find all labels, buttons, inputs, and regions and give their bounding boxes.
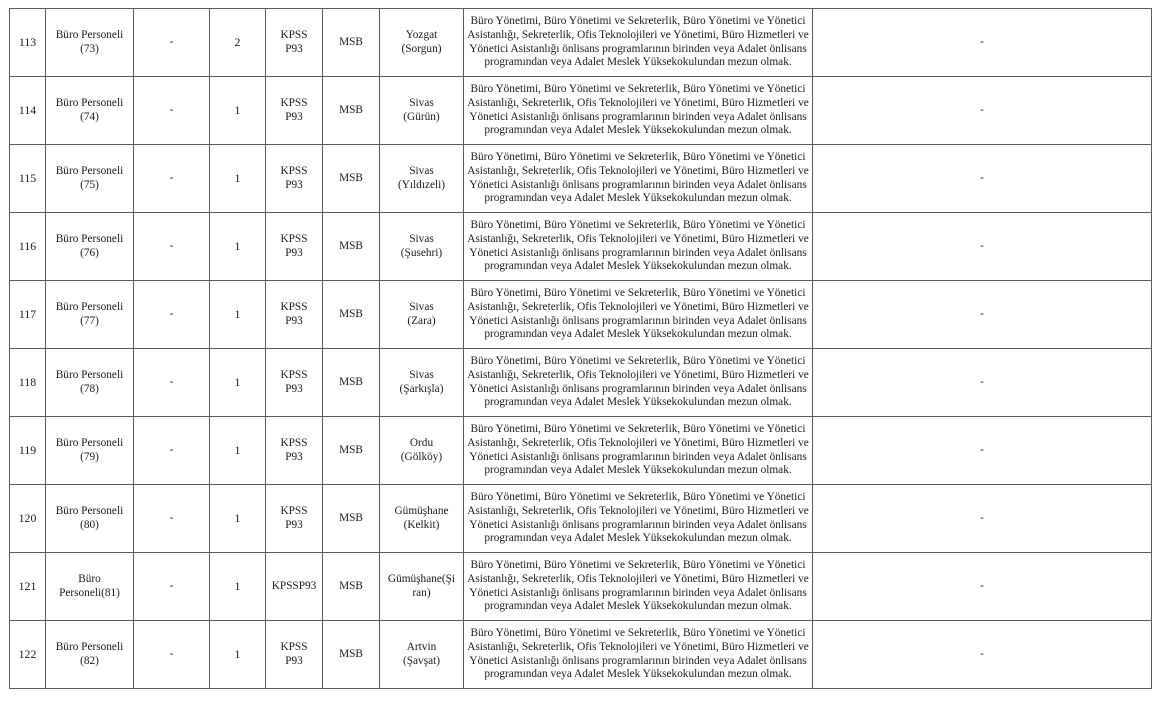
exam-line: KPSS bbox=[280, 504, 308, 517]
institution: MSB bbox=[323, 281, 380, 349]
institution: MSB bbox=[323, 417, 380, 485]
location-city: Ordu bbox=[409, 436, 434, 449]
position-count: 1 bbox=[210, 485, 266, 553]
location-city: Sivas bbox=[409, 96, 434, 109]
location-district: ran) bbox=[412, 586, 431, 599]
location bbox=[380, 9, 464, 77]
empty-cell: - bbox=[134, 77, 210, 145]
location bbox=[380, 77, 464, 145]
position-title bbox=[46, 485, 134, 553]
position-code: (82) bbox=[80, 654, 99, 667]
exam-type bbox=[266, 9, 323, 77]
empty-cell: - bbox=[134, 553, 210, 621]
row-number: 113 bbox=[10, 9, 46, 77]
exam-line: P93 bbox=[285, 178, 303, 191]
position-code: (73) bbox=[80, 42, 99, 55]
position-code: (80) bbox=[80, 518, 99, 531]
empty-cell: - bbox=[134, 417, 210, 485]
table-row bbox=[10, 621, 1152, 689]
location-district: (Sorgun) bbox=[401, 42, 442, 55]
exam-line: KPSS bbox=[280, 28, 308, 41]
position-title bbox=[46, 553, 134, 621]
notes-cell: - bbox=[813, 349, 1152, 417]
notes-cell: - bbox=[813, 485, 1152, 553]
location bbox=[380, 349, 464, 417]
exam-type bbox=[266, 621, 323, 689]
position-title bbox=[46, 213, 134, 281]
exam-type bbox=[266, 485, 323, 553]
institution: MSB bbox=[323, 77, 380, 145]
table-row bbox=[10, 281, 1152, 349]
qualification-text: Büro Yönetimi, Büro Yönetimi ve Sekreterlik, Büro Yönetimi ve Yönetici Asistanlığı, Sekreterlik, Ofis Teknolojileri ve Yönetimi, Büro Hizmetleri ve Yönetici Asistanlığı önlisans programlarının birinden veya Adalet önlisans programından veya Adalet Meslek Yüksekokulundan mezun olmak. bbox=[464, 553, 813, 621]
position-code: (75) bbox=[80, 178, 99, 191]
position-name: Büro Personeli bbox=[55, 504, 124, 517]
location-city: Yozgat bbox=[405, 28, 438, 41]
position-title bbox=[46, 145, 134, 213]
position-count: 1 bbox=[210, 213, 266, 281]
notes-cell: - bbox=[813, 553, 1152, 621]
exam-line: P93 bbox=[285, 314, 303, 327]
qualification-text: Büro Yönetimi, Büro Yönetimi ve Sekreterlik, Büro Yönetimi ve Yönetici Asistanlığı, Sekreterlik, Ofis Teknolojileri ve Yönetimi, Büro Hizmetleri ve Yönetici Asistanlığı önlisans programlarının birinden veya Adalet önlisans programından veya Adalet Meslek Yüksekokulundan mezun olmak. bbox=[464, 621, 813, 689]
institution: MSB bbox=[323, 349, 380, 417]
table-row bbox=[10, 145, 1152, 213]
location bbox=[380, 417, 464, 485]
exam-line: P93 bbox=[285, 654, 303, 667]
position-title bbox=[46, 281, 134, 349]
positions-table bbox=[9, 8, 1152, 689]
location bbox=[380, 213, 464, 281]
exam-line: KPSS bbox=[280, 300, 308, 313]
location-district: (Gürün) bbox=[403, 110, 440, 123]
exam-line: KPSS bbox=[280, 368, 308, 381]
notes-cell: - bbox=[813, 213, 1152, 281]
exam-type bbox=[266, 349, 323, 417]
table-row bbox=[10, 417, 1152, 485]
qualification-text: Büro Yönetimi, Büro Yönetimi ve Sekreterlik, Büro Yönetimi ve Yönetici Asistanlığı, Sekreterlik, Ofis Teknolojileri ve Yönetimi, Büro Hizmetleri ve Yönetici Asistanlığı önlisans programlarının birinden veya Adalet önlisans programından veya Adalet Meslek Yüksekokulundan mezun olmak. bbox=[464, 281, 813, 349]
empty-cell: - bbox=[134, 485, 210, 553]
row-number: 122 bbox=[10, 621, 46, 689]
notes-cell: - bbox=[813, 145, 1152, 213]
location-district: (Şavşat) bbox=[402, 654, 441, 667]
location-city: Sivas bbox=[409, 232, 434, 245]
position-title bbox=[46, 77, 134, 145]
exam-line: KPSS bbox=[280, 640, 308, 653]
exam-type bbox=[266, 77, 323, 145]
notes-cell: - bbox=[813, 281, 1152, 349]
qualification-text: Büro Yönetimi, Büro Yönetimi ve Sekreterlik, Büro Yönetimi ve Yönetici Asistanlığı, Sekreterlik, Ofis Teknolojileri ve Yönetimi, Büro Hizmetleri ve Yönetici Asistanlığı önlisans programlarının birinden veya Adalet önlisans programından veya Adalet Meslek Yüksekokulundan mezun olmak. bbox=[464, 349, 813, 417]
position-title bbox=[46, 349, 134, 417]
position-name: Büro Personeli bbox=[55, 640, 124, 653]
notes-cell: - bbox=[813, 417, 1152, 485]
empty-cell: - bbox=[134, 349, 210, 417]
location-city: Sivas bbox=[409, 368, 434, 381]
notes-cell: - bbox=[813, 621, 1152, 689]
row-number: 117 bbox=[10, 281, 46, 349]
exam-line: KPSS bbox=[280, 164, 308, 177]
position-name: Büro bbox=[78, 572, 101, 585]
empty-cell: - bbox=[134, 145, 210, 213]
position-code: (78) bbox=[80, 382, 99, 395]
position-title bbox=[46, 9, 134, 77]
position-count: 1 bbox=[210, 77, 266, 145]
exam-type bbox=[266, 553, 323, 621]
position-name: Büro Personeli bbox=[55, 368, 124, 381]
institution: MSB bbox=[323, 213, 380, 281]
location bbox=[380, 145, 464, 213]
exam-line: KPSS bbox=[280, 96, 308, 109]
location-city: Sivas bbox=[409, 164, 434, 177]
table-body bbox=[10, 9, 1152, 689]
position-title bbox=[46, 417, 134, 485]
exam-line: P93 bbox=[285, 42, 303, 55]
position-name: Büro Personeli bbox=[55, 436, 124, 449]
row-number: 121 bbox=[10, 553, 46, 621]
exam-line: P93 bbox=[285, 110, 303, 123]
location-city: Gümüşhane bbox=[394, 504, 449, 517]
position-count: 1 bbox=[210, 621, 266, 689]
location-district: (Şarkışla) bbox=[399, 382, 444, 395]
row-number: 120 bbox=[10, 485, 46, 553]
location-city: Gümüşhane(Şi bbox=[387, 572, 456, 585]
exam-line: P93 bbox=[285, 246, 303, 259]
institution: MSB bbox=[323, 553, 380, 621]
qualification-text: Büro Yönetimi, Büro Yönetimi ve Sekreterlik, Büro Yönetimi ve Yönetici Asistanlığı, Sekreterlik, Ofis Teknolojileri ve Yönetimi, Büro Hizmetleri ve Yönetici Asistanlığı önlisans programlarının birinden veya Adalet önlisans programından veya Adalet Meslek Yüksekokulundan mezun olmak. bbox=[464, 417, 813, 485]
empty-cell: - bbox=[134, 213, 210, 281]
position-title bbox=[46, 621, 134, 689]
qualification-text: Büro Yönetimi, Büro Yönetimi ve Sekreterlik, Büro Yönetimi ve Yönetici Asistanlığı, Sekreterlik, Ofis Teknolojileri ve Yönetimi, Büro Hizmetleri ve Yönetici Asistanlığı önlisans programlarının birinden veya Adalet önlisans programından veya Adalet Meslek Yüksekokulundan mezun olmak. bbox=[464, 145, 813, 213]
location bbox=[380, 621, 464, 689]
table-row bbox=[10, 213, 1152, 281]
table-row bbox=[10, 485, 1152, 553]
row-number: 119 bbox=[10, 417, 46, 485]
location-district: (Gölköy) bbox=[400, 450, 443, 463]
position-count: 2 bbox=[210, 9, 266, 77]
position-code: Personeli(81) bbox=[59, 586, 120, 599]
location-district: (Zara) bbox=[407, 314, 436, 327]
notes-cell: - bbox=[813, 77, 1152, 145]
institution: MSB bbox=[323, 145, 380, 213]
position-count: 1 bbox=[210, 417, 266, 485]
location bbox=[380, 281, 464, 349]
row-number: 115 bbox=[10, 145, 46, 213]
position-count: 1 bbox=[210, 145, 266, 213]
location-district: (Şusehri) bbox=[400, 246, 443, 259]
row-number: 114 bbox=[10, 77, 46, 145]
exam-line: KPSS bbox=[280, 232, 308, 245]
position-code: (79) bbox=[80, 450, 99, 463]
location bbox=[380, 553, 464, 621]
institution: MSB bbox=[323, 621, 380, 689]
qualification-text: Büro Yönetimi, Büro Yönetimi ve Sekreterlik, Büro Yönetimi ve Yönetici Asistanlığı, Sekreterlik, Ofis Teknolojileri ve Yönetimi, Büro Hizmetleri ve Yönetici Asistanlığı önlisans programlarının birinden veya Adalet önlisans programından veya Adalet Meslek Yüksekokulundan mezun olmak. bbox=[464, 9, 813, 77]
table-row bbox=[10, 553, 1152, 621]
position-code: (77) bbox=[80, 314, 99, 327]
empty-cell: - bbox=[134, 621, 210, 689]
position-name: Büro Personeli bbox=[55, 232, 124, 245]
qualification-text: Büro Yönetimi, Büro Yönetimi ve Sekreterlik, Büro Yönetimi ve Yönetici Asistanlığı, Sekreterlik, Ofis Teknolojileri ve Yönetimi, Büro Hizmetleri ve Yönetici Asistanlığı önlisans programlarının birinden veya Adalet önlisans programından veya Adalet Meslek Yüksekokulundan mezun olmak. bbox=[464, 485, 813, 553]
position-count: 1 bbox=[210, 281, 266, 349]
institution: MSB bbox=[323, 9, 380, 77]
exam-line: P93 bbox=[285, 382, 303, 395]
table-row bbox=[10, 349, 1152, 417]
empty-cell: - bbox=[134, 9, 210, 77]
qualification-text: Büro Yönetimi, Büro Yönetimi ve Sekreterlik, Büro Yönetimi ve Yönetici Asistanlığı, Sekreterlik, Ofis Teknolojileri ve Yönetimi, Büro Hizmetleri ve Yönetici Asistanlığı önlisans programlarının birinden veya Adalet önlisans programından veya Adalet Meslek Yüksekokulundan mezun olmak. bbox=[464, 77, 813, 145]
exam-line: P93 bbox=[285, 450, 303, 463]
position-count: 1 bbox=[210, 553, 266, 621]
exam-type bbox=[266, 213, 323, 281]
location-district: (Yıldızeli) bbox=[397, 178, 446, 191]
position-name: Büro Personeli bbox=[55, 28, 124, 41]
empty-cell: - bbox=[134, 281, 210, 349]
position-code: (76) bbox=[80, 246, 99, 259]
table-row bbox=[10, 9, 1152, 77]
qualification-text: Büro Yönetimi, Büro Yönetimi ve Sekreterlik, Büro Yönetimi ve Yönetici Asistanlığı, Sekreterlik, Ofis Teknolojileri ve Yönetimi, Büro Hizmetleri ve Yönetici Asistanlığı önlisans programlarının birinden veya Adalet önlisans programından veya Adalet Meslek Yüksekokulundan mezun olmak. bbox=[464, 213, 813, 281]
exam-line: KPSSP93 bbox=[271, 579, 317, 592]
institution: MSB bbox=[323, 485, 380, 553]
exam-type bbox=[266, 145, 323, 213]
row-number: 118 bbox=[10, 349, 46, 417]
position-count: 1 bbox=[210, 349, 266, 417]
table-row bbox=[10, 77, 1152, 145]
position-name: Büro Personeli bbox=[55, 300, 124, 313]
exam-line: P93 bbox=[285, 518, 303, 531]
location-district: (Kelkit) bbox=[403, 518, 440, 531]
exam-line: KPSS bbox=[280, 436, 308, 449]
location-city: Artvin bbox=[406, 640, 437, 653]
position-name: Büro Personeli bbox=[55, 164, 124, 177]
location bbox=[380, 485, 464, 553]
row-number: 116 bbox=[10, 213, 46, 281]
notes-cell: - bbox=[813, 9, 1152, 77]
location-city: Sivas bbox=[409, 300, 434, 313]
exam-type bbox=[266, 281, 323, 349]
position-code: (74) bbox=[80, 110, 99, 123]
exam-type bbox=[266, 417, 323, 485]
position-name: Büro Personeli bbox=[55, 96, 124, 109]
